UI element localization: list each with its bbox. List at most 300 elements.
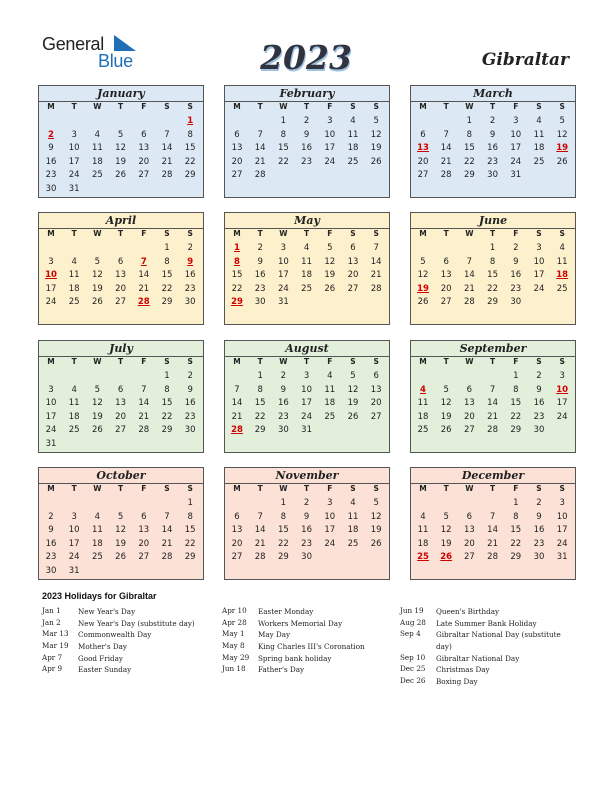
day-cell: 8 — [187, 129, 193, 140]
day-cell: 12 — [556, 129, 568, 140]
day-cell: 30 — [510, 297, 522, 307]
day-cell: 6 — [466, 384, 473, 395]
day-cell: 12 — [417, 270, 429, 280]
holiday-row — [222, 653, 402, 665]
day-cell: 1 — [280, 116, 287, 126]
holiday-row — [400, 653, 580, 665]
day-cell: 3 — [327, 498, 333, 508]
day-cell: 25 — [347, 156, 359, 167]
holiday-date: May 8 — [222, 641, 245, 651]
day-cell: 28 — [161, 170, 173, 180]
day-cell: 25 — [533, 156, 545, 167]
day-cell: 4 — [420, 511, 426, 522]
day-cell: 15 — [510, 398, 522, 408]
day-cell: 6 — [373, 371, 379, 381]
day-cell: 25 — [324, 411, 336, 422]
weekday-header: T — [490, 357, 496, 366]
holiday-name: Queen's Birthday — [436, 607, 500, 616]
day-cell: 8 — [466, 129, 473, 140]
weekday-header: F — [327, 357, 333, 366]
day-cell: 21 — [138, 411, 150, 422]
day-cell: 1 — [489, 243, 496, 253]
day-cell: 3 — [303, 371, 310, 381]
weekday-header: M — [47, 484, 55, 493]
day-cell: 22 — [487, 283, 498, 294]
day-cell: 27 — [463, 552, 475, 562]
day-cell: 27 — [138, 170, 150, 180]
day-cell: 31 — [510, 170, 522, 180]
holiday-date: Apr 28 — [222, 617, 247, 627]
day-cell: 23 — [45, 170, 57, 180]
holidays-column — [42, 606, 222, 676]
weekday-header: M — [233, 102, 241, 111]
weekday-header: T — [257, 484, 263, 493]
weekday-header: T — [304, 229, 310, 238]
day-cell: 3 — [48, 256, 54, 267]
weekday-header: F — [513, 484, 519, 493]
day-cell: 7 — [443, 129, 449, 140]
day-cell: 6 — [117, 384, 124, 395]
day-cell: 25 — [68, 297, 80, 307]
day-cell: 21 — [254, 538, 266, 549]
day-cell: 14 — [138, 398, 150, 408]
day-cell: 10 — [510, 129, 522, 140]
weekday-header: S — [373, 357, 379, 366]
day-cell: 1 — [164, 243, 170, 253]
day-cell: 19 — [370, 525, 382, 535]
generalblue-logo — [42, 34, 142, 70]
day-cell: 2 — [489, 116, 496, 126]
day-cell: 17 — [277, 270, 289, 280]
month-september — [410, 340, 576, 453]
weekday-header: W — [465, 357, 474, 366]
day-cell: 2 — [513, 243, 519, 253]
holidays-title: 2023 Holidays for Gibraltar — [42, 591, 157, 601]
holiday-day-cell: 1 — [187, 116, 194, 126]
day-cell: 18 — [324, 398, 336, 408]
holiday-name: Good Friday — [78, 653, 123, 663]
holiday-row — [222, 618, 402, 630]
day-cell: 6 — [141, 511, 147, 522]
day-cell: 28 — [254, 552, 266, 562]
weekday-header: F — [141, 357, 147, 366]
day-cell: 14 — [254, 525, 266, 535]
day-cell: 18 — [347, 525, 359, 535]
weekday-header: T — [257, 229, 263, 238]
holiday-day-cell: 19 — [556, 143, 569, 153]
day-cell: 12 — [440, 398, 452, 408]
month-march — [410, 85, 576, 198]
day-cell: 2 — [280, 371, 287, 381]
day-cell: 4 — [71, 256, 77, 267]
holiday-name: Commonwealth Day — [78, 630, 152, 640]
day-cell: 16 — [45, 156, 57, 167]
holiday-day-cell: 10 — [45, 270, 57, 280]
day-cell: 8 — [257, 384, 263, 395]
month-name: October — [96, 469, 146, 482]
day-cell: 14 — [370, 256, 382, 267]
holiday-date: Sep 10 — [400, 652, 426, 662]
day-cell: 15 — [487, 270, 498, 280]
day-cell: 1 — [513, 498, 519, 508]
day-cell: 22 — [161, 283, 173, 294]
weekday-header: M — [47, 102, 55, 111]
day-cell: 3 — [327, 116, 333, 126]
day-cell: 1 — [164, 371, 170, 381]
day-cell: 19 — [440, 411, 452, 422]
month-november — [224, 467, 390, 580]
weekday-header: S — [187, 357, 193, 366]
day-cell: 18 — [417, 538, 429, 549]
day-cell: 6 — [234, 511, 240, 522]
day-cell: 9 — [489, 129, 496, 140]
holiday-day-cell: 19 — [417, 283, 429, 294]
holiday-day-cell: 10 — [556, 384, 569, 395]
day-cell: 12 — [91, 270, 103, 280]
day-cell: 27 — [138, 552, 150, 562]
day-cell: 10 — [301, 384, 312, 395]
day-cell: 31 — [301, 425, 312, 435]
day-cell: 17 — [324, 143, 336, 153]
day-cell: 28 — [161, 552, 173, 562]
day-cell: 27 — [115, 425, 126, 435]
weekday-header: T — [443, 484, 449, 493]
day-cell: 20 — [231, 156, 243, 167]
weekday-header: S — [164, 229, 170, 238]
weekday-header: M — [233, 357, 241, 366]
day-cell: 18 — [68, 411, 80, 422]
day-cell: 24 — [533, 283, 545, 294]
day-cell: 21 — [487, 411, 498, 422]
month-name: April — [105, 214, 137, 227]
weekday-header: W — [279, 357, 288, 366]
weekday-header: M — [47, 357, 55, 366]
month-name: January — [97, 87, 145, 100]
holiday-name: Gibraltar National Day — [436, 653, 520, 663]
day-cell: 7 — [489, 384, 496, 395]
day-cell: 25 — [347, 538, 359, 549]
day-cell: 13 — [138, 143, 150, 153]
day-cell: 3 — [71, 129, 77, 140]
day-cell: 26 — [347, 411, 359, 422]
day-cell: 2 — [303, 116, 310, 126]
day-cell: 18 — [533, 143, 545, 153]
day-cell: 11 — [324, 384, 336, 395]
weekday-header: T — [71, 357, 77, 366]
month-july — [38, 340, 204, 453]
weekday-header: S — [350, 102, 356, 111]
day-cell: 27 — [231, 170, 243, 180]
holiday-row — [42, 618, 222, 630]
weekday-header: W — [465, 102, 474, 111]
day-cell: 10 — [45, 398, 57, 408]
day-cell: 30 — [533, 552, 545, 562]
day-cell: 31 — [45, 438, 57, 449]
day-cell: 13 — [115, 270, 126, 280]
holiday-row — [42, 629, 222, 641]
day-cell: 9 — [536, 511, 542, 522]
day-cell: 26 — [91, 425, 103, 435]
day-cell: 3 — [513, 116, 519, 126]
day-cell: 14 — [254, 143, 266, 153]
holiday-row — [400, 664, 580, 676]
day-cell: 26 — [324, 283, 336, 294]
day-cell: 20 — [138, 156, 150, 167]
month-name: November — [275, 469, 339, 482]
weekday-header: T — [118, 357, 124, 366]
day-cell: 9 — [48, 525, 54, 535]
holiday-name: Mother's Day — [78, 642, 127, 652]
day-cell: 29 — [184, 170, 196, 180]
day-cell: 12 — [324, 256, 336, 267]
day-cell: 11 — [556, 256, 568, 267]
day-cell: 27 — [417, 170, 429, 180]
day-cell: 11 — [347, 129, 359, 140]
day-cell: 22 — [254, 411, 266, 422]
day-cell: 8 — [513, 511, 519, 522]
day-cell: 20 — [138, 538, 150, 549]
day-cell: 5 — [443, 384, 449, 395]
holiday-name: King Charles III's Coronation — [258, 642, 365, 652]
day-cell: 15 — [184, 525, 196, 535]
page-title-year: 2023 — [260, 38, 352, 77]
day-cell: 8 — [280, 511, 287, 522]
holiday-row — [400, 676, 580, 688]
day-cell: 19 — [440, 538, 452, 549]
month-october — [38, 467, 204, 580]
day-cell: 23 — [533, 411, 545, 422]
day-cell: 12 — [347, 384, 359, 395]
day-cell: 25 — [556, 283, 568, 294]
holiday-name: May Day — [258, 630, 291, 640]
day-cell: 29 — [487, 297, 498, 307]
day-cell: 3 — [536, 243, 542, 253]
weekday-header: W — [93, 484, 102, 493]
day-cell: 9 — [303, 511, 310, 522]
day-cell: 16 — [254, 270, 266, 280]
holiday-row — [222, 606, 402, 618]
day-cell: 10 — [277, 256, 289, 267]
holiday-day-cell: 18 — [556, 270, 569, 280]
holiday-date: Mar 13 — [42, 629, 69, 639]
day-cell: 19 — [115, 156, 126, 167]
day-cell: 8 — [164, 256, 170, 267]
day-cell: 5 — [327, 243, 333, 253]
weekday-header: S — [164, 102, 170, 111]
day-cell: 5 — [443, 511, 449, 522]
day-cell: 7 — [164, 129, 170, 140]
day-cell: 20 — [463, 411, 475, 422]
weekday-header: W — [465, 229, 474, 238]
day-cell: 25 — [68, 425, 80, 435]
day-cell: 3 — [48, 384, 54, 395]
weekday-header: T — [490, 229, 496, 238]
day-cell: 21 — [161, 156, 173, 167]
day-cell: 28 — [487, 425, 498, 435]
day-cell: 26 — [556, 156, 568, 167]
weekday-header: M — [47, 229, 55, 238]
weekday-header: T — [71, 229, 77, 238]
holiday-day-cell: 9 — [187, 256, 194, 267]
day-cell: 28 — [370, 283, 382, 294]
day-cell: 9 — [513, 256, 519, 267]
holiday-date: Mar 19 — [42, 641, 69, 651]
weekday-header: T — [304, 102, 310, 111]
holiday-date: Jan 2 — [42, 617, 61, 627]
day-cell: 29 — [254, 425, 266, 435]
weekday-header: T — [118, 229, 124, 238]
day-cell: 2 — [187, 371, 193, 381]
day-cell: 23 — [184, 283, 196, 294]
day-cell: 13 — [463, 398, 475, 408]
day-cell: 23 — [301, 538, 312, 549]
day-cell: 27 — [231, 552, 243, 562]
day-cell: 23 — [254, 283, 266, 294]
day-cell: 9 — [280, 384, 287, 395]
holiday-name: Spring bank holiday — [258, 653, 332, 663]
day-cell: 21 — [463, 283, 475, 294]
weekday-header: S — [187, 484, 193, 493]
day-cell: 26 — [417, 297, 429, 307]
day-cell: 4 — [71, 384, 77, 395]
day-cell: 3 — [280, 243, 287, 253]
day-cell: 2 — [303, 498, 310, 508]
day-cell: 6 — [234, 129, 240, 140]
day-cell: 26 — [370, 156, 382, 167]
day-cell: 10 — [533, 256, 545, 267]
day-cell: 24 — [45, 297, 57, 307]
holiday-date: Apr 7 — [42, 652, 63, 662]
weekday-header: M — [233, 484, 241, 493]
day-cell: 4 — [350, 498, 356, 508]
day-cell: 30 — [184, 425, 196, 435]
day-cell: 20 — [463, 538, 475, 549]
day-cell: 22 — [231, 283, 243, 294]
day-cell: 13 — [463, 525, 475, 535]
day-cell: 20 — [115, 283, 126, 294]
day-cell: 14 — [487, 398, 498, 408]
weekday-header: T — [490, 484, 496, 493]
day-cell: 17 — [510, 143, 522, 153]
day-cell: 24 — [277, 283, 289, 294]
day-cell: 2 — [536, 498, 542, 508]
day-cell: 23 — [510, 283, 522, 294]
day-cell: 26 — [370, 538, 382, 549]
day-cell: 29 — [510, 552, 522, 562]
day-cell: 14 — [231, 398, 243, 408]
weekday-header: S — [373, 102, 379, 111]
day-cell: 17 — [68, 538, 80, 549]
day-cell: 14 — [161, 525, 173, 535]
day-cell: 9 — [48, 143, 54, 153]
day-cell: 1 — [466, 116, 473, 126]
month-name: March — [473, 87, 513, 100]
day-cell: 26 — [91, 297, 103, 307]
month-name: August — [285, 342, 329, 355]
holiday-date: Apr 9 — [42, 664, 63, 674]
month-name: May — [294, 214, 320, 227]
day-cell: 22 — [510, 411, 522, 422]
day-cell: 24 — [324, 156, 336, 167]
holiday-name: Christmas Day — [436, 665, 490, 675]
day-cell: 17 — [68, 156, 80, 167]
day-cell: 13 — [138, 525, 150, 535]
day-cell: 16 — [45, 538, 57, 549]
day-cell: 29 — [277, 552, 289, 562]
day-cell: 9 — [187, 384, 193, 395]
holiday-name: Easter Sunday — [78, 665, 132, 675]
holiday-day-cell: 13 — [417, 143, 429, 153]
day-cell: 23 — [487, 156, 498, 167]
day-cell: 31 — [68, 565, 80, 576]
day-cell: 30 — [184, 297, 196, 307]
holiday-row — [222, 629, 402, 641]
weekday-header: S — [164, 484, 170, 493]
weekday-header: S — [373, 229, 379, 238]
day-cell: 16 — [510, 270, 522, 280]
day-cell: 21 — [487, 538, 498, 549]
day-cell: 19 — [115, 538, 126, 549]
day-cell: 27 — [463, 425, 475, 435]
day-cell: 5 — [117, 511, 124, 522]
holiday-row — [222, 664, 402, 676]
weekday-header: M — [233, 229, 241, 238]
day-cell: 11 — [533, 129, 545, 140]
holiday-date: May 1 — [222, 629, 245, 639]
weekday-header: T — [304, 357, 310, 366]
holiday-name: New Year's Day (substitute day) — [78, 618, 195, 628]
day-cell: 2 — [536, 371, 542, 381]
day-cell: 24 — [556, 411, 568, 422]
day-cell: 7 — [373, 243, 379, 253]
day-cell: 9 — [257, 256, 263, 267]
weekday-header: F — [141, 229, 147, 238]
day-cell: 14 — [161, 143, 173, 153]
logo-general-text: General — [42, 34, 104, 54]
day-cell: 5 — [373, 116, 379, 126]
holiday-date: Aug 28 — [400, 617, 426, 627]
weekday-header: S — [536, 484, 542, 493]
day-cell: 6 — [443, 256, 449, 267]
day-cell: 29 — [510, 425, 522, 435]
weekday-header: S — [536, 102, 542, 111]
day-cell: 1 — [280, 498, 287, 508]
day-cell: 18 — [301, 270, 312, 280]
day-cell: 11 — [91, 143, 103, 153]
holiday-date: Dec 26 — [400, 676, 426, 686]
day-cell: 12 — [115, 525, 126, 535]
weekday-header: W — [279, 484, 288, 493]
day-cell: 27 — [440, 297, 452, 307]
weekday-header: F — [327, 484, 333, 493]
day-cell: 21 — [231, 411, 243, 422]
day-cell: 20 — [417, 156, 429, 167]
holiday-date: May 29 — [222, 652, 250, 662]
weekday-header: F — [513, 102, 519, 111]
day-cell: 11 — [68, 398, 80, 408]
day-cell: 15 — [277, 143, 289, 153]
day-cell: 24 — [324, 538, 336, 549]
day-cell: 6 — [350, 243, 356, 253]
day-cell: 26 — [115, 170, 126, 180]
day-cell: 21 — [161, 538, 173, 549]
day-cell: 14 — [487, 525, 498, 535]
weekday-header: S — [164, 357, 170, 366]
holiday-day-cell: 25 — [417, 552, 429, 562]
holiday-day-cell: 1 — [234, 243, 240, 253]
country-name: Gibraltar — [481, 50, 569, 70]
day-cell: 5 — [373, 498, 379, 508]
